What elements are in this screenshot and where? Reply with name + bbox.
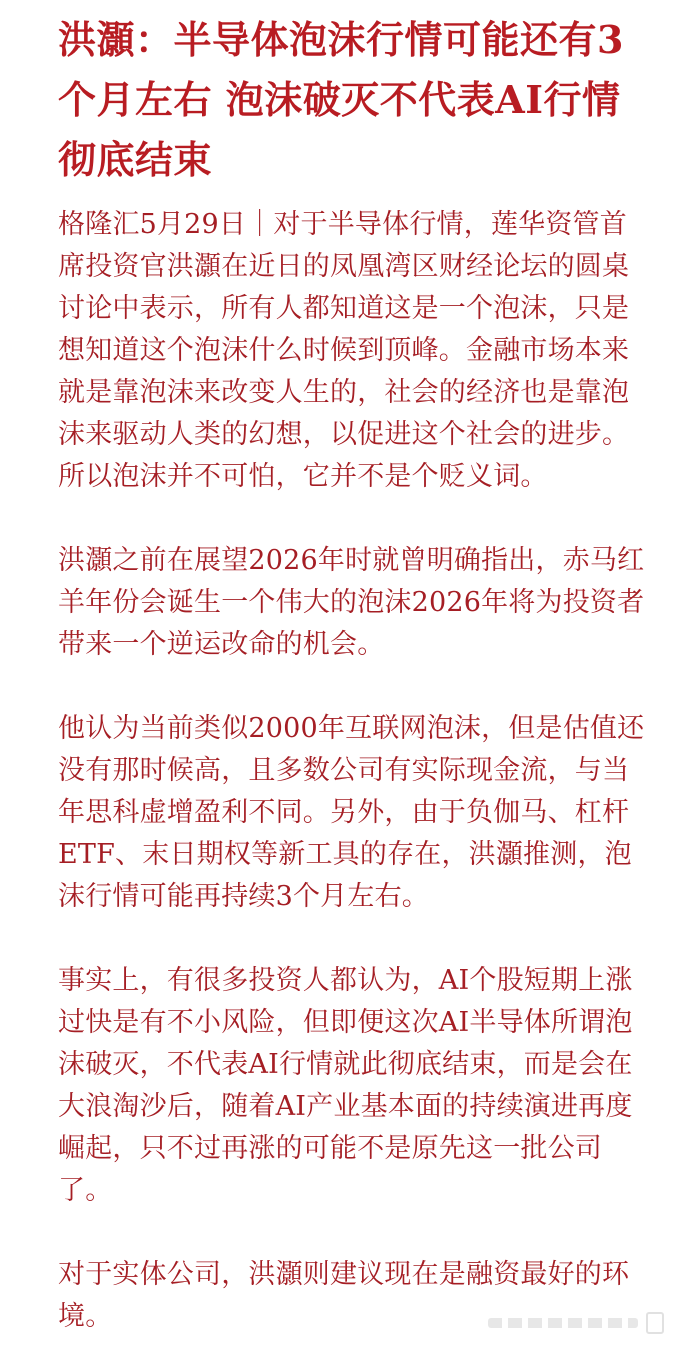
article-body <box>58 204 650 1338</box>
article-title: 洪灝：半导体泡沫行情可能还有3个月左右 泡沫破灭不代表AI行情彻底结束 <box>58 17 624 182</box>
paragraph-2: 洪灝之前在展望2026年时就曾明确指出，赤马红羊年份会诞生一个伟大的泡沫2026年将为投资者带来一个逆运改命的机会。 <box>58 545 645 660</box>
article <box>58 10 650 1338</box>
paragraph-5: 对于实体公司，洪灝则建议现在是融资最好的环境。 <box>58 1259 630 1332</box>
watermark-icon <box>646 1312 664 1334</box>
paragraph-3: 他认为当前类似2000年互联网泡沫，但是估值还没有那时候高，且多数公司有实际现金流，与当年思科虚增盈利不同。另外，由于负伽马、杠杆ETF、末日期权等新工具的存在，洪灝推测，泡沫行情可能再持续3个月左右。 <box>58 713 645 912</box>
paragraph-4: 事实上，有很多投资人都认为，AI个股短期上涨过快是有不小风险，但即便这次AI半导体所谓泡沫破灭，不代表AI行情就此彻底结束，而是会在大浪淘沙后，随着AI产业基本面的持续演进再度崛起，只不过再涨的可能不是原先这一批公司了。 <box>58 965 633 1206</box>
watermark-mark <box>488 1318 638 1328</box>
watermark <box>488 1312 664 1334</box>
paragraph-1: 格隆汇5月29日｜对于半导体行情，莲华资管首席投资官洪灝在近日的凤凰湾区财经论坛的圆桌讨论中表示，所有人都知道这是一个泡沫，只是想知道这个泡沫什么时候到顶峰。金融市场本来就是靠泡沫来改变人生的，社会的经济也是靠泡沫来驱动人类的幻想，以促进这个社会的进步。所以泡沫并不可怕，它并不是个贬义词。 <box>58 209 630 492</box>
